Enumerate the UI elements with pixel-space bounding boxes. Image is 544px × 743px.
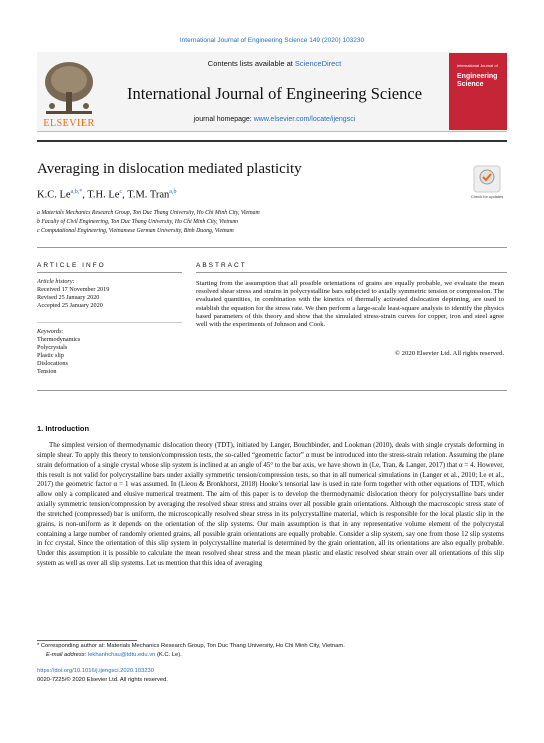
keyword: Thermodynamics [37, 336, 81, 343]
email-note [46, 652, 182, 658]
author-sup[interactable]: a,b,* [70, 189, 83, 195]
keyword: Dislocations [37, 360, 68, 367]
article-info-rule [37, 272, 182, 273]
history-label: Article history: [37, 278, 75, 285]
check-for-updates-icon[interactable] [473, 165, 501, 193]
article-title: Averaging in dislocation mediated plasticity [37, 161, 302, 177]
sciencedirect-link[interactable]: ScienceDirect [294, 59, 342, 68]
corresponding-author-note: * Corresponding author at: Materials Mechanics Research Group, Ton Duc Thang University, Ho Chi Minh City, Vietnam. [37, 643, 345, 649]
header-divider [37, 140, 507, 142]
history-received: Received 17 November 2019 [37, 286, 110, 293]
history-accepted: Accepted 25 January 2020 [37, 302, 103, 309]
author-name[interactable]: K.C. Le [37, 189, 71, 201]
section-heading: 1. Introduction [37, 424, 90, 433]
check-for-updates-label[interactable]: Check for updates [470, 194, 504, 199]
author-sup[interactable]: a,b [169, 189, 177, 195]
affiliations-divider [37, 247, 507, 248]
keyword: Tension [37, 368, 57, 375]
issn-line: 0020-7225/© 2020 Elsevier Ltd. All rights reserved. [37, 677, 168, 683]
abstract-rule [196, 272, 507, 273]
cover-top-text: International Journal of [457, 63, 498, 68]
introduction-text: The simplest version of thermodynamic dislocation theory (TDT), initiated by Langer, Bouchbinder, and Lookman (2010), deals with single crystals deforming in simple shear. To apply this theory to tension/compression tests, the so-called “geometric factor” α must be introduced into the stress-strain relation. Assuming the plane strain deformation of a single crystal whose slip system is inclined at an angle of 45° to the bar axis, we have shown in (Le, Tran, & Langer, 2017) that α = 4. However, this result is not valid for polycrystalline bars under axially symmetric tension/compression tests, so that in all numerical simulations in (Langer et al., 2010; Le et al., 2017) the geometric factor α = 1 was assumed. In (Lieou & Bronkhorst, 2018) Hooke’s tensorial law is used in rate form together with other equations of TDT, which allow only a complicated and elusive numerical treatment. The aim of this paper is to develop the thermodynamic dislocation theory for polycrystalline bars under axially symmetric tension/compression by averaging the resolved shear stress and strains over all possible grain orientations. Although the macroscopic stress state of the stretched (compressed) bar is uniform, the microscopically resolved shear stress in its polycrystalline material, which is responsible for the local plastic slip in the grains, is non-uniform as it depends on the orientation of the slip systems. Our main assumption is that in any representative volume element of the polycrystal containing a large number of randomly oriented grains, all possible grain orientations are equally probable. Consider a slip system, say one from those 12 slip systems in fcc crystal. Since the orientation of this slip system in polycrystalline material is determined by the grain orientation, all its orientations are also equally probable. Under this assumption it is possible to calculate the mean resolved shear stress and the mean plastic and elastic resolved shear strain over all orientations of this slip system as well as over all slip systems. Let us mention that this idea of averaging [37, 441, 504, 568]
author-name[interactable]: T.M. Tran [127, 189, 170, 201]
abstract-text: Starting from the assumption that all possible orientations of grains are equally probable, we evaluate the mean resolved shear stress and strains in polycrystalline bars subjected to axially symmetric tension or compression. The evaluated quantities, in combination with the kinetics of thermally activated dislocation depinning, are used to establish the equation for the stress rate. We then perform a large-scale least-square analysis to identify the physics based parameters of this theory and show that the simulated stress-strain curves for copper, iron and steel agree well with the experiments of Johnson and Cook. [196, 280, 504, 329]
email-suffix: (K.C. Le). [156, 652, 182, 658]
contents-line [100, 59, 449, 68]
abstract-heading: ABSTRACT [196, 262, 247, 269]
keywords-label: Keywords: [37, 328, 64, 335]
history-revised: Revised 25 January 2020 [37, 294, 100, 301]
journal-title: International Journal of Engineering Science [126, 84, 423, 103]
journal-reference[interactable]: International Journal of Engineering Science 149 (2020) 103230 [179, 37, 365, 44]
abstract-bottom-divider [37, 390, 507, 391]
email-link[interactable]: lekhanhchau@tdtu.edu.vn [87, 652, 156, 658]
doi-link[interactable]: https://doi.org/10.1016/j.ijengsci.2020.103230 [37, 668, 154, 674]
email-label: E-mail address: [46, 652, 87, 658]
cover-title: Engineering Science [457, 73, 498, 88]
article-info-heading: ARTICLE INFO [37, 262, 106, 269]
journal-cover [449, 53, 507, 130]
affiliation: a Materials Mechanics Research Group, Ton Duc Thang University, Ho Chi Minh City, Vietnam [37, 210, 260, 216]
homepage-prefix: journal homepage: [193, 116, 252, 123]
journal-homepage [100, 116, 449, 123]
keyword: Plastic slip [37, 352, 64, 359]
homepage-link[interactable]: www.elsevier.com/locate/ijengsci [253, 116, 356, 123]
publisher-name: ELSEVIER [43, 118, 95, 129]
author-name[interactable]: T.H. Le [87, 189, 120, 201]
affiliation: b Faculty of Civil Engineering, Ton Duc Thang University, Ho Chi Minh City, Vietnam [37, 219, 238, 225]
author-list: K.C. $Le^{a,b,*}$, T.H. Le$^c$, T.M. Tran$^{a,b}$ [37, 189, 177, 201]
affiliation: c Computational Engineering, Vietnamese German University, Binh Duong, Vietnam [37, 228, 234, 234]
author-sup[interactable]: c [119, 189, 123, 195]
contents-prefix: Contents lists available at [207, 59, 293, 68]
keywords-rule [37, 322, 182, 323]
keyword: Polycrystals [37, 344, 68, 351]
abstract-copyright: © 2020 Elsevier Ltd. All rights reserved. [394, 350, 504, 357]
footnote-divider [37, 640, 137, 641]
